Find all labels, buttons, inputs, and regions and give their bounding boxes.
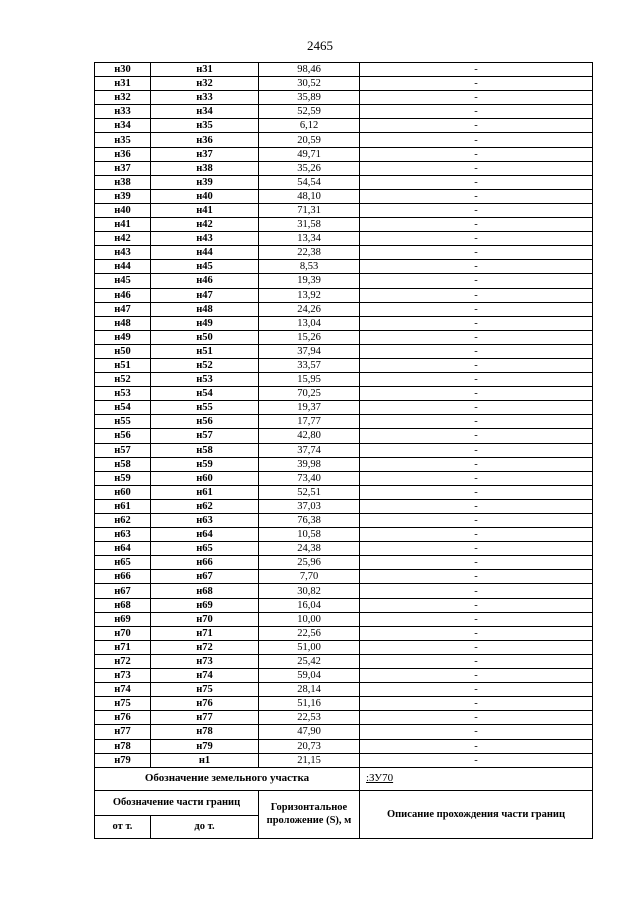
table-row [95,175,593,189]
point-to-cell: н53 [151,373,259,387]
description-cell: - [360,387,593,401]
table-row [95,77,593,91]
distance-cell: 10,00 [259,612,360,626]
distance-cell: 10,58 [259,528,360,542]
description-cell: - [360,570,593,584]
table-row [95,260,593,274]
distance-cell: 35,26 [259,161,360,175]
point-to-cell: н64 [151,528,259,542]
table-row [95,514,593,528]
distance-cell: 35,89 [259,91,360,105]
point-to-cell: н62 [151,499,259,513]
point-to-cell: н49 [151,316,259,330]
table-row [95,697,593,711]
description-cell: - [360,514,593,528]
distance-cell: 22,38 [259,246,360,260]
description-cell: - [360,471,593,485]
point-to-cell: н79 [151,739,259,753]
table-row [95,711,593,725]
point-from-cell: н75 [95,697,151,711]
description-cell: - [360,344,593,358]
to-label: до т. [151,815,259,838]
table-row [95,288,593,302]
point-from-cell: н56 [95,429,151,443]
table-row [95,570,593,584]
table-row [95,330,593,344]
table-row [95,203,593,217]
distance-label: Горизонтальное проложение (S), м [259,790,360,838]
point-from-cell: н62 [95,514,151,528]
table-row [95,373,593,387]
description-cell: - [360,711,593,725]
point-from-cell: н35 [95,133,151,147]
distance-cell: 37,94 [259,344,360,358]
point-to-cell: н56 [151,415,259,429]
point-to-cell: н60 [151,471,259,485]
table-row [95,725,593,739]
description-cell: - [360,373,593,387]
point-to-cell: н77 [151,711,259,725]
description-cell: - [360,669,593,683]
point-to-cell: н34 [151,105,259,119]
boundary-rows [95,63,593,768]
point-from-cell: н41 [95,218,151,232]
description-cell: - [360,725,593,739]
point-to-cell: н66 [151,556,259,570]
point-to-cell: н45 [151,260,259,274]
point-to-cell: н52 [151,358,259,372]
distance-cell: 47,90 [259,725,360,739]
point-from-cell: н57 [95,443,151,457]
parcel-row [95,767,593,790]
distance-cell: 30,52 [259,77,360,91]
distance-cell: 8,53 [259,260,360,274]
distance-cell: 22,56 [259,626,360,640]
description-cell: - [360,161,593,175]
description-cell: - [360,443,593,457]
point-from-cell: н40 [95,203,151,217]
point-from-cell: н53 [95,387,151,401]
distance-cell: 13,34 [259,232,360,246]
table-row [95,584,593,598]
table-row [95,274,593,288]
table-row [95,669,593,683]
table-row [95,387,593,401]
point-from-cell: н34 [95,119,151,133]
parcel-label: Обозначение земельного участка [95,767,360,790]
description-cell: - [360,119,593,133]
point-from-cell: н73 [95,669,151,683]
point-from-cell: н79 [95,753,151,767]
description-cell: - [360,133,593,147]
description-cell: - [360,739,593,753]
description-cell: - [360,415,593,429]
table-row [95,739,593,753]
point-to-cell: н40 [151,189,259,203]
point-to-cell: н57 [151,429,259,443]
distance-cell: 25,96 [259,556,360,570]
description-cell: - [360,753,593,767]
point-to-cell: н63 [151,514,259,528]
point-to-cell: н39 [151,175,259,189]
distance-cell: 15,95 [259,373,360,387]
point-to-cell: н58 [151,443,259,457]
distance-cell: 37,74 [259,443,360,457]
distance-cell: 28,14 [259,683,360,697]
table-row [95,358,593,372]
point-from-cell: н67 [95,584,151,598]
table-row [95,415,593,429]
distance-cell: 24,26 [259,302,360,316]
description-cell: - [360,175,593,189]
point-from-cell: н42 [95,232,151,246]
point-to-cell: н70 [151,612,259,626]
table-row [95,119,593,133]
table-row [95,246,593,260]
distance-cell: 51,16 [259,697,360,711]
point-to-cell: н75 [151,683,259,697]
table-row [95,598,593,612]
description-cell: - [360,358,593,372]
description-cell: - [360,189,593,203]
distance-cell: 16,04 [259,598,360,612]
table-row [95,161,593,175]
point-from-cell: н78 [95,739,151,753]
distance-cell: 19,37 [259,401,360,415]
description-cell: - [360,302,593,316]
distance-cell: 54,54 [259,175,360,189]
description-cell: - [360,584,593,598]
distance-cell: 31,58 [259,218,360,232]
table-row [95,753,593,767]
point-from-cell: н58 [95,457,151,471]
description-cell: - [360,556,593,570]
table-row [95,542,593,556]
point-to-cell: н54 [151,387,259,401]
description-cell: - [360,697,593,711]
point-from-cell: н52 [95,373,151,387]
distance-cell: 21,15 [259,753,360,767]
point-to-cell: н33 [151,91,259,105]
description-cell: - [360,316,593,330]
point-from-cell: н48 [95,316,151,330]
distance-cell: 48,10 [259,189,360,203]
table-row [95,528,593,542]
point-from-cell: н63 [95,528,151,542]
distance-cell: 15,26 [259,330,360,344]
point-to-cell: н50 [151,330,259,344]
description-cell: - [360,528,593,542]
point-from-cell: н44 [95,260,151,274]
description-cell: - [360,401,593,415]
point-to-cell: н59 [151,457,259,471]
point-to-cell: н41 [151,203,259,217]
distance-cell: 22,53 [259,711,360,725]
point-to-cell: н36 [151,133,259,147]
point-from-cell: н32 [95,91,151,105]
point-to-cell: н42 [151,218,259,232]
point-from-cell: н33 [95,105,151,119]
point-from-cell: н77 [95,725,151,739]
description-cell: - [360,330,593,344]
table-row [95,485,593,499]
point-to-cell: н74 [151,669,259,683]
distance-cell: 71,31 [259,203,360,217]
point-to-cell: н68 [151,584,259,598]
point-from-cell: н65 [95,556,151,570]
table-row [95,471,593,485]
table-row [95,91,593,105]
description-cell: - [360,91,593,105]
description-cell: - [360,683,593,697]
point-to-cell: н61 [151,485,259,499]
description-cell: - [360,105,593,119]
point-to-cell: н38 [151,161,259,175]
point-from-cell: н37 [95,161,151,175]
distance-cell: 98,46 [259,63,360,77]
point-from-cell: н71 [95,640,151,654]
distance-cell: 24,38 [259,542,360,556]
table-row [95,189,593,203]
table-row [95,443,593,457]
distance-cell: 73,40 [259,471,360,485]
distance-cell: 76,38 [259,514,360,528]
distance-cell: 70,25 [259,387,360,401]
point-to-cell: н44 [151,246,259,260]
point-to-cell: н67 [151,570,259,584]
description-cell: - [360,246,593,260]
distance-cell: 52,59 [259,105,360,119]
table-row [95,499,593,513]
point-to-cell: н48 [151,302,259,316]
point-from-cell: н36 [95,147,151,161]
point-from-cell: н49 [95,330,151,344]
point-from-cell: н31 [95,77,151,91]
parcel-code: :ЗУ70 [360,767,593,790]
point-to-cell: н1 [151,753,259,767]
header-row-1 [95,790,593,815]
table-row [95,654,593,668]
table-row [95,232,593,246]
description-cell: - [360,274,593,288]
distance-cell: 7,70 [259,570,360,584]
description-cell: - [360,218,593,232]
point-to-cell: н51 [151,344,259,358]
description-cell: - [360,654,593,668]
distance-cell: 6,12 [259,119,360,133]
table-row [95,612,593,626]
point-to-cell: н47 [151,288,259,302]
point-from-cell: н51 [95,358,151,372]
table-row [95,302,593,316]
table-row [95,133,593,147]
point-to-cell: н35 [151,119,259,133]
point-from-cell: н68 [95,598,151,612]
distance-cell: 49,71 [259,147,360,161]
point-to-cell: н55 [151,401,259,415]
table-row [95,556,593,570]
distance-cell: 51,00 [259,640,360,654]
table-row [95,344,593,358]
point-to-cell: н31 [151,63,259,77]
table-row [95,429,593,443]
distance-cell: 20,73 [259,739,360,753]
point-from-cell: н61 [95,499,151,513]
table-row [95,147,593,161]
description-cell: - [360,612,593,626]
description-cell: - [360,63,593,77]
description-cell: - [360,203,593,217]
table-row [95,63,593,77]
distance-cell: 13,04 [259,316,360,330]
distance-cell: 33,57 [259,358,360,372]
point-from-cell: н66 [95,570,151,584]
point-from-cell: н43 [95,246,151,260]
description-cell: - [360,77,593,91]
table-row [95,105,593,119]
description-cell: - [360,626,593,640]
description-cell: - [360,288,593,302]
point-from-cell: н47 [95,302,151,316]
table-row [95,626,593,640]
from-label: от т. [95,815,151,838]
point-from-cell: н39 [95,189,151,203]
distance-cell: 30,82 [259,584,360,598]
description-label: Описание прохождения части границ [360,790,593,838]
distance-cell: 13,92 [259,288,360,302]
point-from-cell: н60 [95,485,151,499]
distance-cell: 42,80 [259,429,360,443]
point-to-cell: н43 [151,232,259,246]
distance-cell: 59,04 [259,669,360,683]
point-from-cell: н30 [95,63,151,77]
boundary-footer [95,767,593,838]
description-cell: - [360,598,593,612]
point-to-cell: н32 [151,77,259,91]
point-from-cell: н76 [95,711,151,725]
point-to-cell: н71 [151,626,259,640]
point-to-cell: н78 [151,725,259,739]
description-cell: - [360,457,593,471]
description-cell: - [360,485,593,499]
table-row [95,218,593,232]
point-from-cell: н59 [95,471,151,485]
description-cell: - [360,640,593,654]
point-from-cell: н64 [95,542,151,556]
point-to-cell: н72 [151,640,259,654]
distance-cell: 52,51 [259,485,360,499]
point-from-cell: н50 [95,344,151,358]
point-to-cell: н69 [151,598,259,612]
point-from-cell: н70 [95,626,151,640]
point-to-cell: н65 [151,542,259,556]
table-row [95,316,593,330]
point-from-cell: н74 [95,683,151,697]
point-from-cell: н45 [95,274,151,288]
distance-cell: 19,39 [259,274,360,288]
distance-cell: 17,77 [259,415,360,429]
description-cell: - [360,260,593,274]
description-cell: - [360,232,593,246]
point-from-cell: н46 [95,288,151,302]
point-from-cell: н38 [95,175,151,189]
distance-cell: 37,03 [259,499,360,513]
table-row [95,401,593,415]
point-from-cell: н72 [95,654,151,668]
point-from-cell: н69 [95,612,151,626]
table-row [95,457,593,471]
distance-cell: 25,42 [259,654,360,668]
description-cell: - [360,429,593,443]
part-label: Обозначение части границ [95,790,259,815]
description-cell: - [360,147,593,161]
description-cell: - [360,499,593,513]
distance-cell: 39,98 [259,457,360,471]
point-to-cell: н73 [151,654,259,668]
point-to-cell: н46 [151,274,259,288]
point-from-cell: н55 [95,415,151,429]
point-to-cell: н37 [151,147,259,161]
point-from-cell: н54 [95,401,151,415]
distance-cell: 20,59 [259,133,360,147]
table-row [95,640,593,654]
page-number: 2465 [307,38,333,53]
boundary-table [94,62,593,839]
description-cell: - [360,542,593,556]
point-to-cell: н76 [151,697,259,711]
table-row [95,683,593,697]
